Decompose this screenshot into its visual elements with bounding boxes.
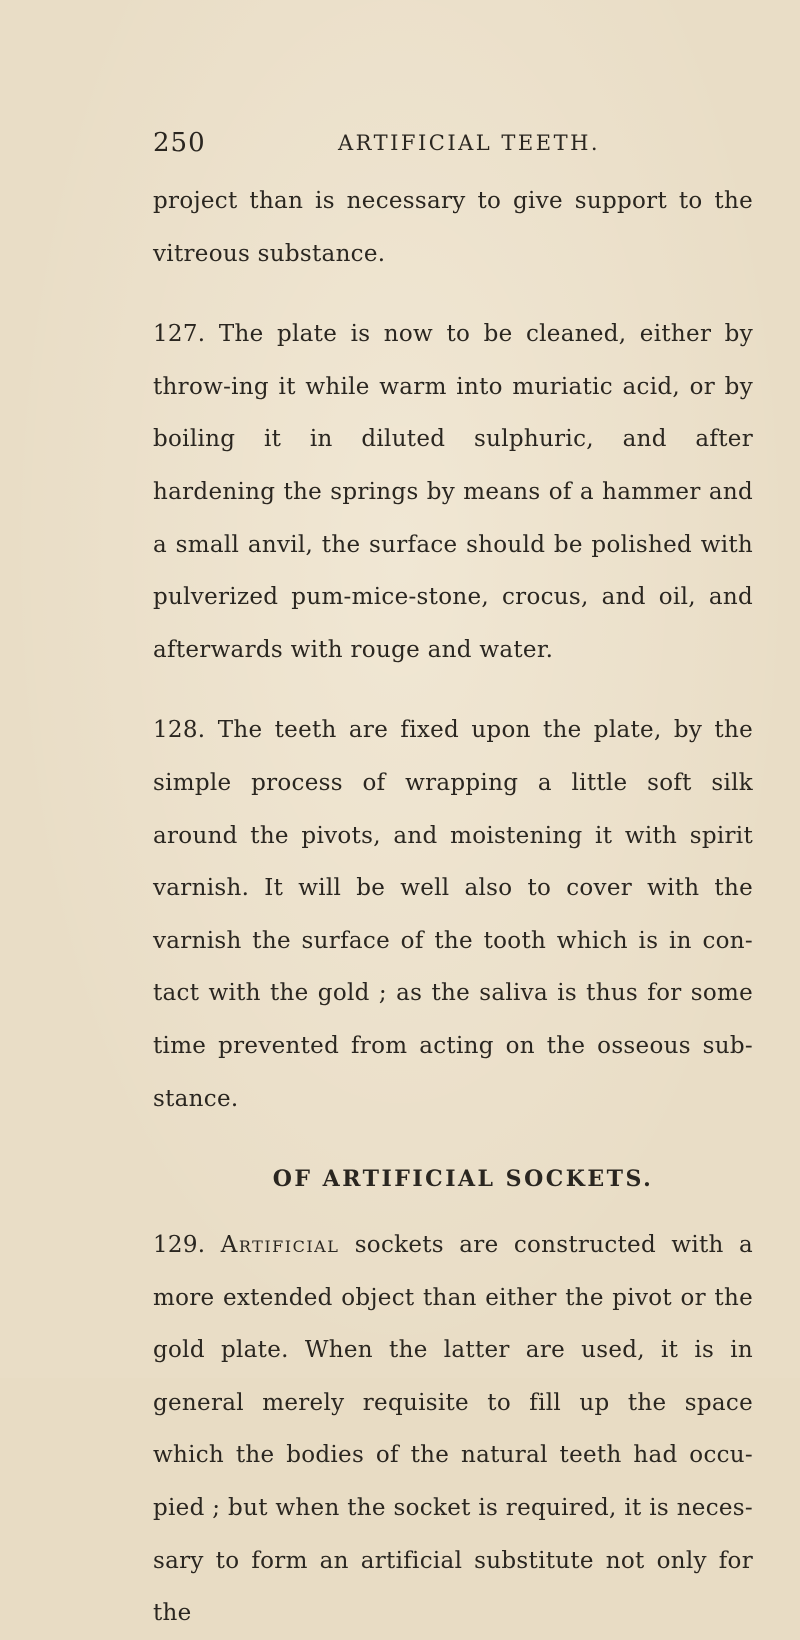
page-number: 250 (153, 128, 206, 158)
body-text (153, 175, 753, 1640)
paragraph-text: sockets are constructed with a more extended object than either the pivot or the gold plate. When the latter are used, it is in general merely requisite to fill up the space which the bodies of the natural teeth had occu-pied ; but when the socket is required, it is neces-sary to form an artificial substitute not only for the (153, 1232, 753, 1627)
paragraph-text: project than is necessary to give support to the vitreous substance. (153, 188, 753, 267)
paragraph-gap (153, 280, 753, 308)
paragraph-127 (153, 308, 753, 676)
paragraph-number: 129. (153, 1232, 206, 1259)
paragraph-text: The plate is now to be cleaned, either by throw-ing it while warm into muriatic acid, or by boiling it in diluted sulphuric, and after hardening the springs by means of a hammer and a small anvil, the surface should be polished with pulverized pum-mice-stone, crocus, and oil, and afterwards with rouge and water. (153, 321, 753, 663)
running-head (153, 128, 753, 168)
paragraph-gap (153, 1205, 753, 1219)
paragraph-gap (153, 676, 753, 704)
running-title: ARTIFICIAL TEETH. (338, 131, 601, 155)
paragraph-gap (153, 1125, 753, 1153)
paragraph-text: The teeth are fixed upon the plate, by the simple process of wrapping a little soft silk around the pivots, and moistening it with spirit varnish. It will be well also to cover with the varnish the surface of the tooth which is in con-tact with the gold ; as the saliva is thus for some time prevented from acting on the osseous sub-stance. (153, 717, 753, 1112)
paragraph-number: 128. (153, 717, 206, 744)
paragraph-lead-word: Artificial (220, 1232, 340, 1259)
paragraph-128 (153, 704, 753, 1125)
paragraph-continuation (153, 175, 753, 280)
paragraph-number: 127. (153, 321, 206, 348)
paragraph-129 (153, 1219, 753, 1640)
section-heading: OF ARTIFICIAL SOCKETS. (272, 1166, 654, 1193)
